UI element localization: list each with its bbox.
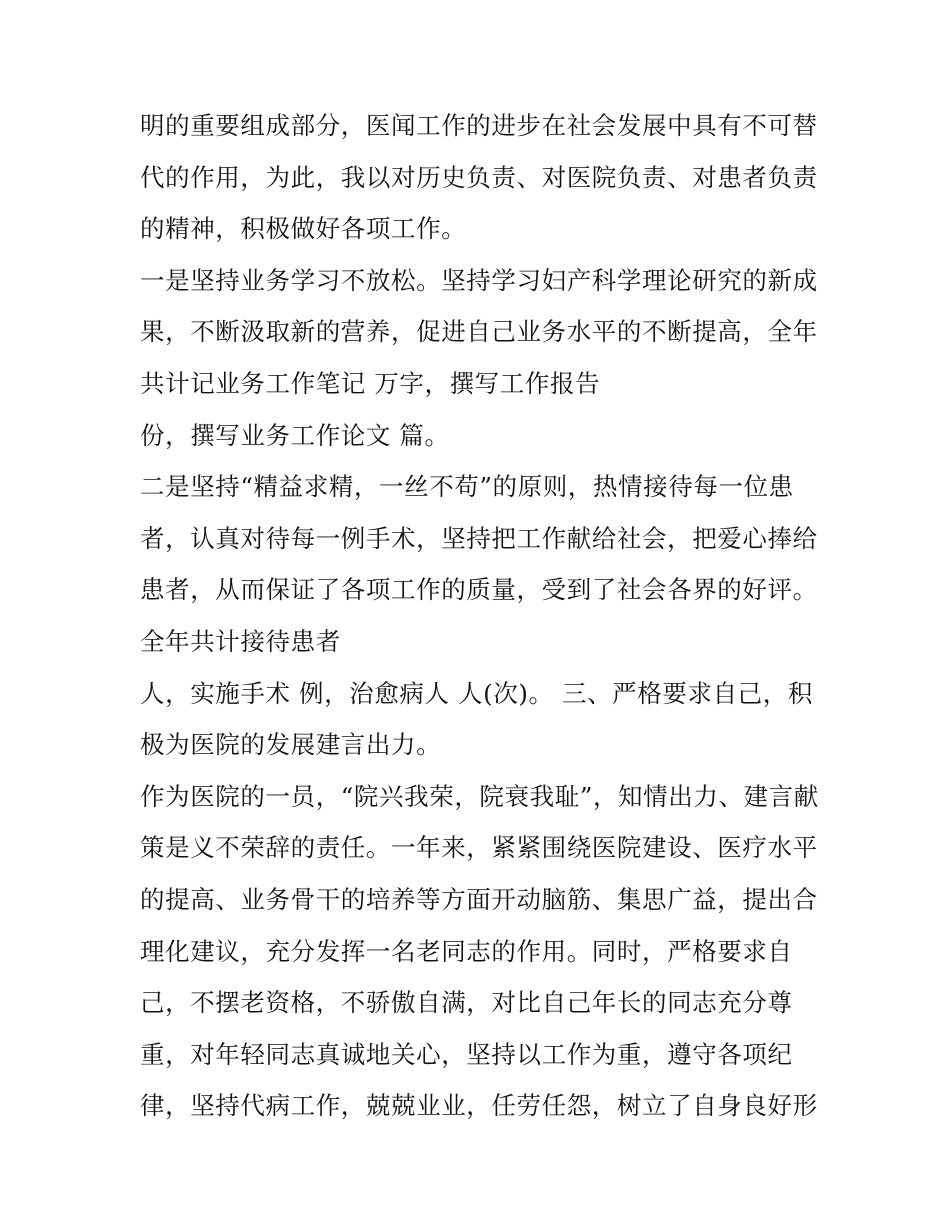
text-line-14: 作为医院的一员，“院兴我荣，院衰我耻”，知情出力、建言献 [140, 781, 819, 811]
text-line-5: 果，不断汲取新的营养，促进自己业务水平的不断提高，全年 [140, 317, 818, 347]
text-line-3: 的精神，积极做好各项工作。 [140, 214, 467, 244]
text-line-4: 一是坚持业务学习不放松。坚持学习妇产科学理论研究的新成 [140, 265, 818, 295]
text-line-1: 明的重要组成部分，医闻工作的进步在社会发展中具有不可替 [140, 111, 818, 140]
text-line-10: 患者，从而保证了各项工作的质量，受到了社会各界的好评。 [140, 575, 818, 605]
text-line-8: 二是坚持“精益求精，一丝不苟”的原则，热情接待每一位患 [140, 472, 794, 502]
text-line-13: 极为医院的发展建言出力。 [140, 730, 442, 760]
text-line-19: 重，对年轻同志真诚地关心，坚持以工作为重，遵守各项纪 [140, 1039, 793, 1069]
text-line-16: 的提高、业务骨干的培养等方面开动脑筋、集思广益，提出合 [140, 884, 818, 914]
text-line-7: 份，撰写业务工作论文 篇。 [140, 420, 450, 450]
text-line-2: 代的作用，为此，我以对历史负责、对医院负责、对患者负责 [140, 162, 818, 192]
text-line-6: 共计记业务工作笔记 万字，撰写工作报告 [140, 368, 601, 398]
text-line-11: 全年共计接待患者 [140, 626, 341, 656]
text-line-9: 者，认真对待每一例手术，坚持把工作献给社会，把爱心捧给 [140, 523, 818, 553]
text-line-18: 己，不摆老资格，不骄傲自满，对比自己年长的同志充分尊 [140, 988, 793, 1018]
text-line-20: 律，坚持代病工作，兢兢业业，任劳任怨，树立了自身良好形 [140, 1091, 818, 1121]
text-line-15: 策是义不荣辞的责任。一年来，紧紧围绕医院建设、医疗水平 [140, 833, 818, 863]
document-body [140, 100, 820, 1132]
text-line-12: 人，实施手术 例，治愈病人 人(次)。 三、严格要求自己，积 [140, 678, 813, 708]
text-line-17: 理化建议，充分发挥一名老同志的作用。同时，严格要求自 [140, 936, 793, 966]
